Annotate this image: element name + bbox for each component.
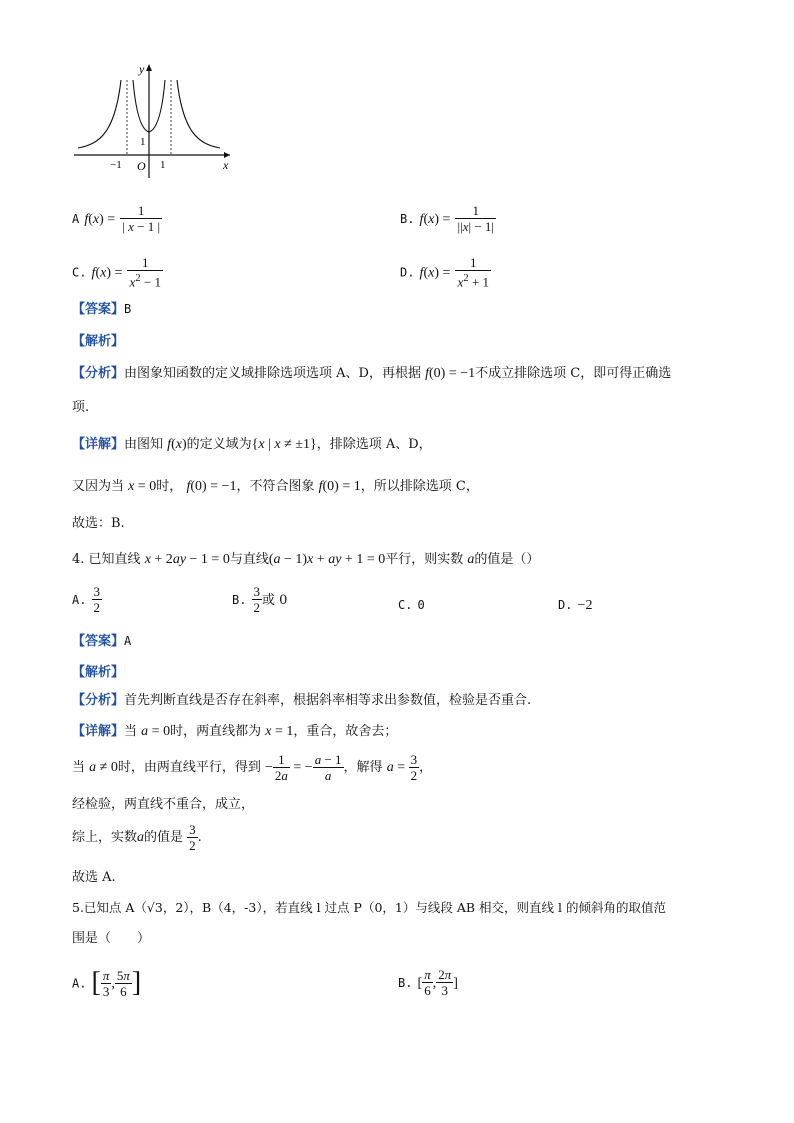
q4-conclusion: 故选 A. [72,870,116,885]
fenxi-tag: 【分析】 [72,366,125,381]
q3-option-b[interactable]: B. f(x) = $\frac{1}{||x| - 1|}$ [400,203,495,234]
function-graph [70,60,240,180]
q4-xiangjie-3: 经检验，两直线不重合，成立， [72,797,255,812]
origin-label: O [137,159,146,173]
option-label: A [72,212,80,226]
fraction: $\frac{3}{2}$ [93,584,101,615]
q4-option-c[interactable]: C. 0 [398,598,425,612]
q3-conclusion: 故选：B. [72,516,125,531]
q5-stem-1: 5.已知点 A（√3，2），B（4，-3），若直线 l 过点 P（0，1）与线段 AB 相交，则直线 l 的倾斜角的取值范 [72,900,666,915]
answer-tag: 【答案】 [72,302,125,317]
q4-option-d[interactable]: D. −2 [558,598,593,613]
q5-option-a[interactable]: A. [ $\frac{\pi}{3}$ , $\frac{5\pi}{6}$ ] [72,967,142,999]
q3-fenxi-cont: 项. [72,400,90,415]
q4-fenxi: 【分析】首先判断直线是否存在斜率，根据斜率相等求出参数值，检验是否重合. [72,693,532,708]
fraction: $\frac{1}{x^2 - 1}$ [129,255,162,290]
analysis-tag: 【解析】 [72,665,125,680]
tick-pos1: 1 [160,159,166,171]
q3-xiangjie: 【详解】由图知 f(x)的定义域为{x | x ≠ ±1}，排除选项 A、D， [72,437,432,452]
q5-option-b[interactable]: B. [ $\frac{\pi}{6}$ , $\frac{2\pi}{3}$ ] [398,967,458,998]
answer-value: B [124,302,132,316]
q3-line2: 又因为当 x = 0时， f(0) = −1，不符合图象 f(0) = 1，所以排除选项 C， [72,479,479,494]
q4-option-a[interactable]: A. $\frac{3}{2}$ [72,584,101,615]
tick-y1: 1 [140,136,146,148]
fraction: $\frac{1}{||x| - 1|}$ [457,203,495,234]
fraction: $\frac{1}{| x - 1 |}$ [122,203,161,234]
q3-fenxi: 【分析】由图象知函数的定义域排除选项选项 A、D，再根据 f(0) = −1不成立排除选项 C，即可得正确选 [72,366,672,381]
option-label: C. [72,265,87,280]
option-label: B. [400,212,415,226]
tick-neg1: −1 [110,159,122,171]
q4-option-b[interactable]: B. $\frac{3}{2}$ 或 0 [232,584,288,615]
xiangjie-tag: 【详解】 [72,437,125,452]
q4-xiangjie-2: 当 a ≠ 0时，由两直线平行，得到 − $\frac{1}{2a}$ = − $\frac{a - 1}{a}$ ，解得 a = $\frac{3}{2}$ ， [72,752,433,783]
q4-stem: 4. 已知直线 x + 2ay − 1 = 0与直线(a − 1)x + ay + 1 = 0平行，则实数 a的值是（） [72,552,540,567]
x-axis-label: x [223,158,229,172]
q3-option-c[interactable]: C. f(x) = $\frac{1}{x^2 - 1}$ [72,255,162,290]
q3-answer [72,298,131,317]
q4-xiangjie-1: 【详解】当 a = 0时，两直线都为 x = 1，重合，故舍去； [72,724,398,739]
q5-stem-2: 围是（ ） [72,931,151,946]
y-axis-label: y [139,62,145,76]
q4-answer: 【答案】A [72,634,132,649]
q4-xiangjie-4: 综上，实数a的值是 $\frac{3}{2}$ . [72,822,202,853]
fraction: $\frac{1}{x^2 + 1}$ [457,255,490,290]
fraction: $\frac{3}{2}$ [253,584,261,615]
q3-option-d[interactable]: D. f(x) = $\frac{1}{x^2 + 1}$ [400,255,490,290]
analysis-tag: 【解析】 [72,334,125,349]
q3-option-a[interactable]: A f(x) = $\frac{1}{| x - 1 |}$ [72,203,161,234]
option-label: D. [400,265,415,280]
